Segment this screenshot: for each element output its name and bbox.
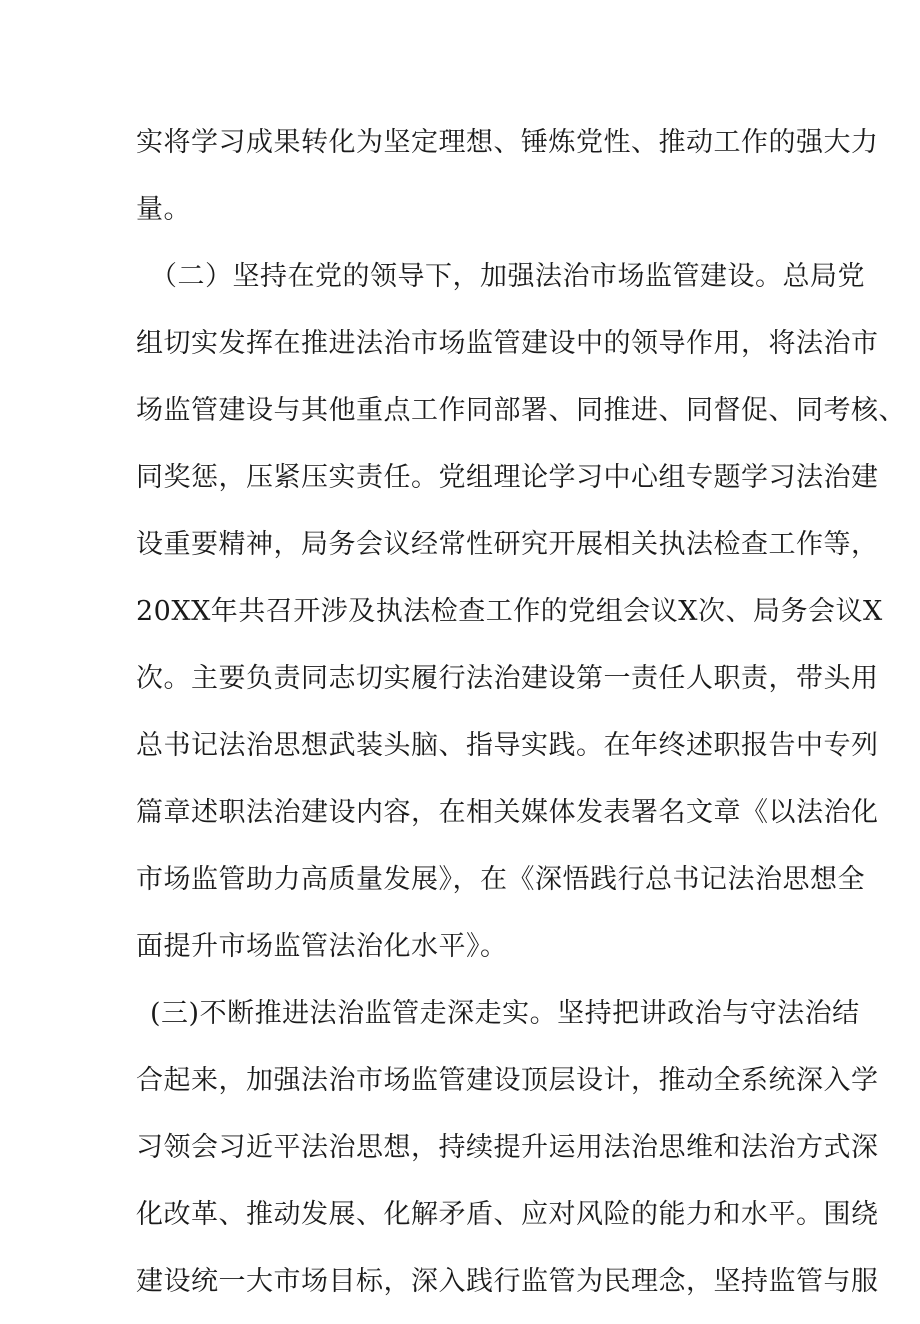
text-line: 总书记法治思想武装头脑、指导实践。在年终述职报告中专列 bbox=[136, 730, 879, 761]
text-line: 合起来，加强法治市场监管建设顶层设计，推动全系统深入学 bbox=[136, 1065, 879, 1096]
text-line: （二）坚持在党的领导下，加强法治市场监管建设。总局党 bbox=[150, 261, 865, 292]
text-line: 面提升市场监管法治化水平》。 bbox=[136, 931, 508, 962]
text-line: (三)不断推进法治监管走深走实。坚持把讲政治与守法治结 bbox=[150, 998, 860, 1029]
text-line: 次。主要负责同志切实履行法治建设第一责任人职责，带头用 bbox=[136, 663, 879, 694]
text-line: 实将学习成果转化为坚定理想、锤炼党性、推动工作的强大力 bbox=[136, 127, 879, 158]
text-line: 量。 bbox=[136, 194, 191, 225]
text-line: 同奖惩，压紧压实责任。党组理论学习中心组专题学习法治建 bbox=[136, 462, 879, 493]
text-line: 20XX年共召开涉及执法检查工作的党组会议X次、局务会议X bbox=[136, 596, 883, 627]
text-line: 市场监管助力高质量发展》，在《深悟践行总书记法治思想全 bbox=[136, 864, 865, 895]
document-page bbox=[136, 118, 906, 1324]
text-line: 设重要精神，局务会议经常性研究开展相关执法检查工作等， bbox=[136, 529, 879, 560]
text-line: 篇章述职法治建设内容，在相关媒体发表署名文章《以法治化 bbox=[136, 797, 879, 828]
text-line: 化改革、推动发展、化解矛盾、应对风险的能力和水平。围绕 bbox=[136, 1199, 879, 1230]
text-line: 场监管建设与其他重点工作同部署、同推进、同督促、同考核、 bbox=[136, 395, 906, 426]
text-line: 组切实发挥在推进法治市场监管建设中的领导作用，将法治市 bbox=[136, 328, 879, 359]
text-line: 习领会习近平法治思想，持续提升运用法治思维和法治方式深 bbox=[136, 1132, 879, 1163]
text-line: 建设统一大市场目标，深入践行监管为民理念，坚持监管与服 bbox=[136, 1266, 879, 1297]
